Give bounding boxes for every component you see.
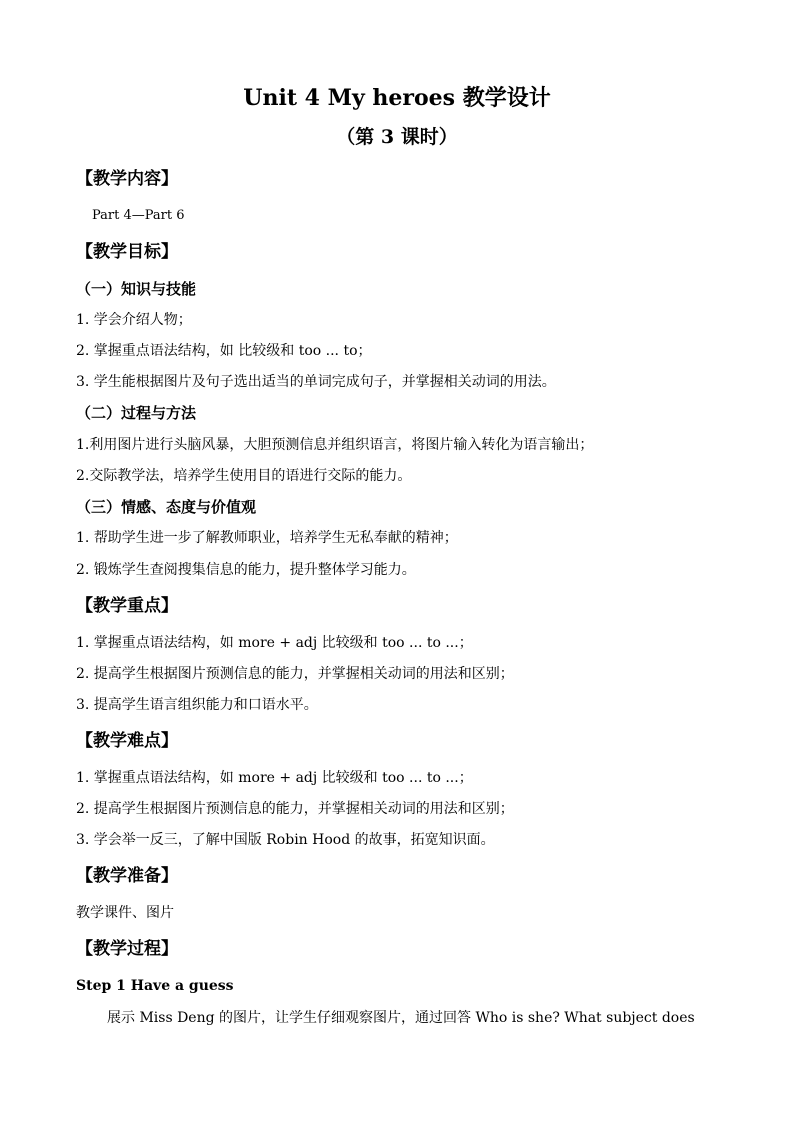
process-item: 1.利用图片进行头脑风暴，大胆预测信息并组织语言，将图片输入转化为语言输出； (76, 437, 594, 453)
key-point-item: 2. 提高学生根据图片预测信息的能力，并掌握相关动词的用法和区别； (76, 666, 514, 682)
step-1-heading: Step 1 Have a guess (76, 978, 234, 994)
section-heading-difficulties: 【教学难点】 (76, 731, 178, 751)
process-item: 2.交际教学法，培养学生使用目的语进行交际的能力。 (76, 468, 412, 484)
section-heading-content: 【教学内容】 (76, 169, 178, 189)
step-1-text: 展示 Miss Deng 的图片，让学生仔细观察图片，通过回答 Who is she? What subject does (107, 1010, 695, 1026)
subheading-process: （二）过程与方法 (76, 404, 197, 422)
key-point-item: 3. 提高学生语言组织能力和口语水平。 (76, 697, 318, 713)
difficulty-item: 1. 掌握重点语法结构，如 more + adj 比较级和 too ... to ...； (76, 770, 473, 786)
emotion-item: 1. 帮助学生进一步了解教师职业，培养学生无私奉献的精神； (76, 530, 458, 546)
doc-title: Unit 4 My heroes 教学设计 (243, 85, 551, 111)
preparation-text: 教学课件、图片 (76, 905, 174, 921)
subheading-knowledge: （一）知识与技能 (76, 280, 197, 298)
key-point-item: 1. 掌握重点语法结构，如 more + adj 比较级和 too ... to ...； (76, 635, 473, 651)
knowledge-item: 1. 学会介绍人物； (76, 312, 192, 328)
emotion-item: 2. 锻炼学生查阅搜集信息的能力，提升整体学习能力。 (76, 562, 416, 578)
knowledge-item: 3. 学生能根据图片及句子选出适当的单词完成句子，并掌握相关动词的用法。 (76, 374, 556, 390)
content-text: Part 4—Part 6 (92, 208, 185, 223)
difficulty-item: 3. 学会举一反三，了解中国版 Robin Hood 的故事，拓宽知识面。 (76, 832, 495, 848)
section-heading-preparation: 【教学准备】 (76, 866, 178, 886)
knowledge-item: 2. 掌握重点语法结构，如 比较级和 too ... to； (76, 343, 372, 359)
doc-subtitle: （第 3 课时） (336, 126, 458, 148)
section-heading-procedure: 【教学过程】 (76, 939, 178, 959)
section-heading-key-points: 【教学重点】 (76, 596, 178, 616)
subheading-emotion: （三）情感、态度与价值观 (76, 498, 257, 516)
difficulty-item: 2. 提高学生根据图片预测信息的能力，并掌握相关动词的用法和区别； (76, 801, 514, 817)
section-heading-objectives: 【教学目标】 (76, 242, 178, 262)
